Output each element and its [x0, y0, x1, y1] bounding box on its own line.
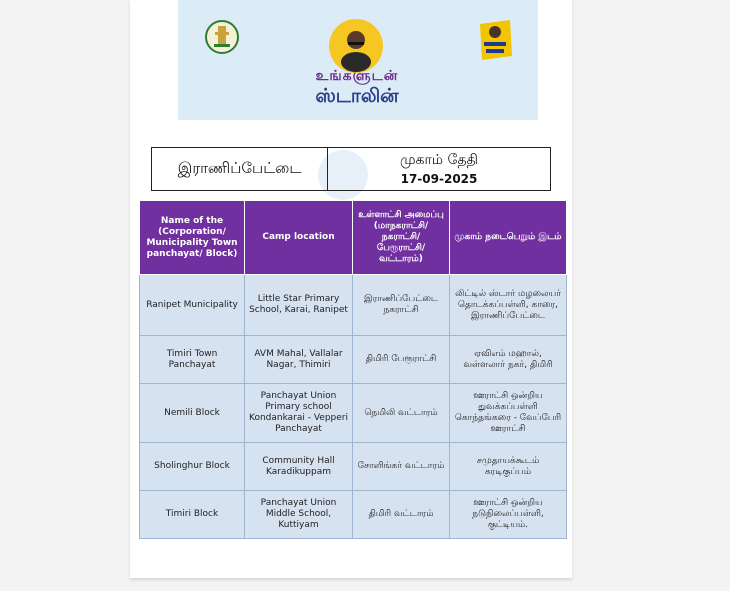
- cell-local-body: Sholinghur Block: [140, 443, 245, 491]
- cell-local-body-tamil: திமிரி வட்டாரம்: [353, 491, 450, 539]
- header-local-body-type-tamil: உள்ளாட்சி அமைப்பு (மாநகராட்சி/ நகராட்சி/ பேரூராட்சி/ வட்டாரம்): [353, 201, 450, 275]
- cell-camp-location: AVM Mahal, Vallalar Nagar, Thimiri: [245, 336, 353, 384]
- header-local-body-name: Name of the (Corporation/ Municipality Town panchayat/ Block): [140, 201, 245, 275]
- table-row: [140, 491, 567, 539]
- cell-camp-location: Panchayat Union Primary school Kondankarai - Vepperi Panchayat: [245, 384, 353, 443]
- cell-local-body: Timiri Block: [140, 491, 245, 539]
- table-row: [140, 384, 567, 443]
- cell-local-body-tamil: நெமிலி வட்டாரம்: [353, 384, 450, 443]
- state-emblem-icon: [205, 18, 239, 56]
- cell-camp-venue-tamil: லிட்டில் ஸ்டார் மழலையர் தொடக்கப்பள்ளி, காரை, இராணிப்பேட்டை: [450, 275, 567, 336]
- document-page: [130, 0, 572, 578]
- district-name: இராணிப்பேட்டை: [152, 148, 328, 190]
- table-row: [140, 443, 567, 491]
- camp-date-label: முகாம் தேதி: [399, 152, 479, 168]
- campaign-tagline-main: ஸ்டாலின்: [315, 85, 399, 107]
- campaign-badge-icon: [476, 16, 514, 64]
- table-header-row: [140, 201, 567, 275]
- header-camp-venue-tamil: முகாம் நடைபெறும் இடம்: [450, 201, 567, 275]
- camp-date-value: 17-09-2025: [400, 172, 478, 186]
- header-camp-location: Camp location: [245, 201, 353, 275]
- cell-camp-venue-tamil: ஊராட்சி ஒன்றிய நடுநிலைப்பள்ளி, குட்டியம்.: [450, 491, 567, 539]
- cell-camp-venue-tamil: ஏவிஎம் மஹால், வள்ளலார் நகர், திமிரி: [450, 336, 567, 384]
- cell-local-body: Ranipet Municipality: [140, 275, 245, 336]
- cell-local-body: Timiri Town Panchayat: [140, 336, 245, 384]
- campaign-tagline-top: உங்களுடன்: [315, 68, 399, 84]
- camp-date-cell: [328, 148, 550, 190]
- table-row: [140, 336, 567, 384]
- camp-header: [151, 147, 551, 191]
- cell-camp-venue-tamil: சமுதாயக்கூடம் கரடிகுப்பம்: [450, 443, 567, 491]
- table-row: [140, 275, 567, 336]
- cell-local-body: Nemili Block: [140, 384, 245, 443]
- cell-local-body-tamil: இராணிப்பேட்டை நகராட்சி: [353, 275, 450, 336]
- cell-local-body-tamil: திமிரி பேரூராட்சி: [353, 336, 450, 384]
- cell-camp-location: Little Star Primary School, Karai, Ranipet: [245, 275, 353, 336]
- campaign-banner: [178, 0, 538, 120]
- camp-schedule-table: [139, 200, 567, 539]
- cell-local-body-tamil: சோளிங்கர் வட்டாரம்: [353, 443, 450, 491]
- cell-camp-venue-tamil: ஊராட்சி ஒன்றிய துவக்கப்பள்ளி கொந்தங்கரை - வேப்பேரி ஊராட்சி: [450, 384, 567, 443]
- cell-camp-location: Community Hall Karadikuppam: [245, 443, 353, 491]
- leader-portrait-icon: [328, 18, 384, 74]
- cell-camp-location: Panchayat Union Middle School, Kuttiyam: [245, 491, 353, 539]
